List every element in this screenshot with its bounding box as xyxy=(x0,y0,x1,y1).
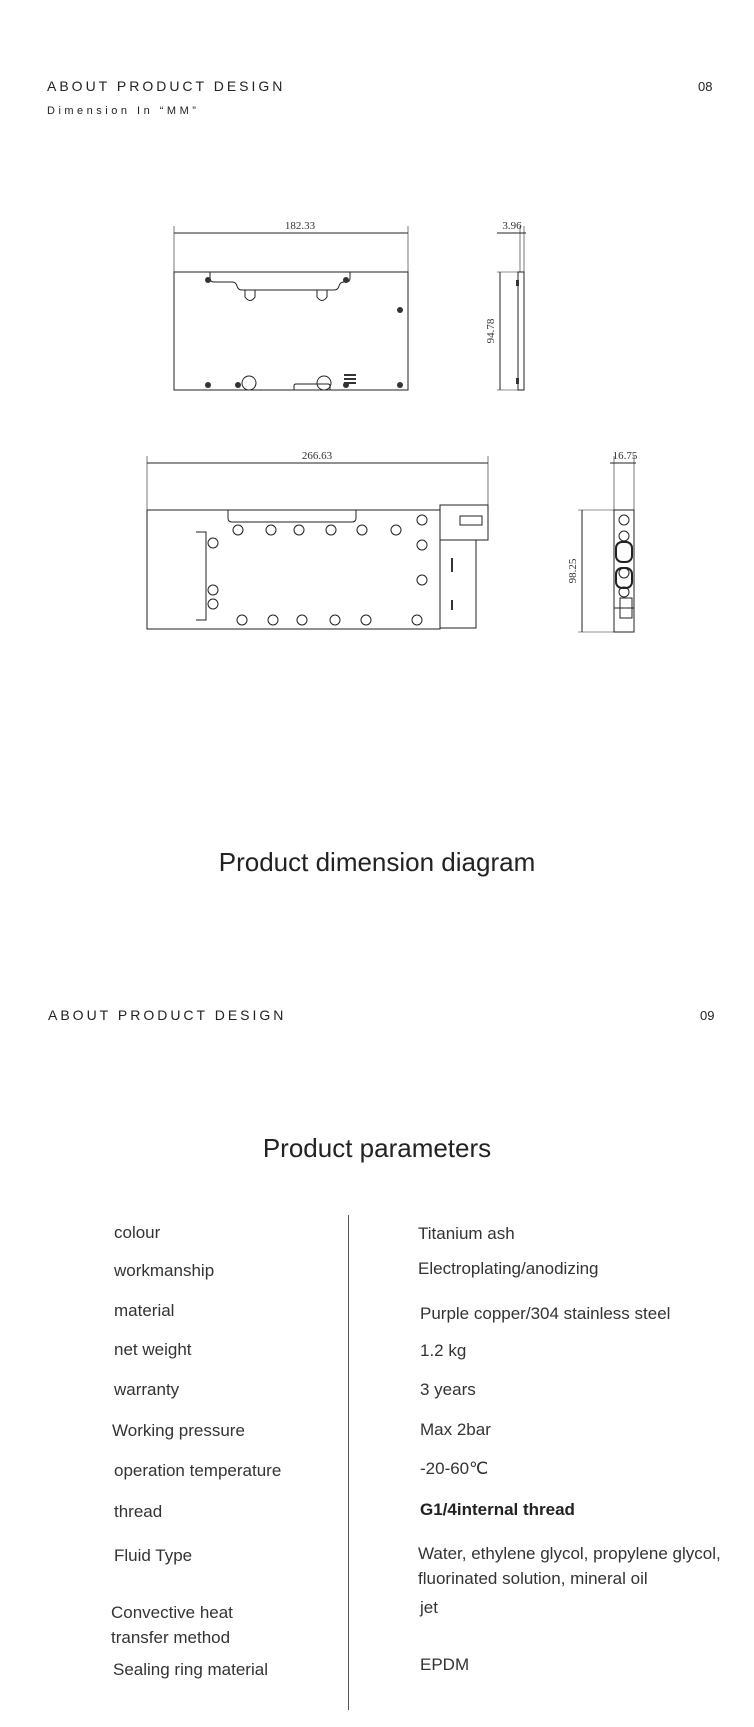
param-label: material xyxy=(114,1301,175,1320)
dim-bottom-width: 266.63 xyxy=(301,450,333,462)
param-label: colour xyxy=(114,1223,161,1242)
param-value: Purple copper/304 stainless steel xyxy=(420,1304,671,1323)
param-value: jet xyxy=(420,1598,438,1617)
dim-top-thickness: 3.96 xyxy=(502,220,522,232)
parameters-heading: Product parameters xyxy=(262,1133,492,1163)
param-value: G1/4internal thread xyxy=(420,1500,575,1519)
dim-bottom-thickness: 16.75 xyxy=(612,450,638,462)
section-title-2: ABOUT PRODUCT DESIGN xyxy=(48,1007,287,1023)
dimension-drawing xyxy=(0,200,754,650)
param-label: net weight xyxy=(114,1340,192,1359)
param-value: -20-60℃ xyxy=(420,1459,489,1478)
dim-top-width: 182.33 xyxy=(284,220,316,232)
param-value: 3 years xyxy=(420,1380,476,1399)
param-label: workmanship xyxy=(114,1261,215,1280)
param-label: warranty xyxy=(114,1380,180,1399)
dim-top-height: 94.78 xyxy=(485,318,497,344)
param-value: Water, ethylene glycol, propylene glycol, fluorinated solution, mineral oil xyxy=(418,1544,721,1588)
dim-bottom-height: 98.25 xyxy=(567,558,579,584)
page-number-2: 09 xyxy=(700,1008,715,1023)
param-value: Electroplating/anodizing xyxy=(418,1259,599,1278)
param-label: Sealing ring material xyxy=(113,1660,268,1679)
param-label: thread xyxy=(114,1502,163,1521)
diagram-caption: Product dimension diagram xyxy=(218,847,536,877)
divider xyxy=(348,1215,349,1710)
section-subtitle: Dimension In “MM” xyxy=(47,105,200,117)
param-label: Fluid Type xyxy=(114,1546,193,1565)
param-label: Working pressure xyxy=(112,1421,245,1440)
section-title: ABOUT PRODUCT DESIGN xyxy=(47,78,286,94)
page-number: 08 xyxy=(698,79,713,94)
param-label: operation temperature xyxy=(114,1461,282,1480)
param-value: 1.2 kg xyxy=(420,1341,467,1360)
param-value: Max 2bar xyxy=(420,1420,491,1439)
param-label: Convective heat transfer method xyxy=(111,1603,233,1647)
param-value: EPDM xyxy=(420,1655,470,1674)
param-value: Titanium ash xyxy=(418,1224,515,1243)
